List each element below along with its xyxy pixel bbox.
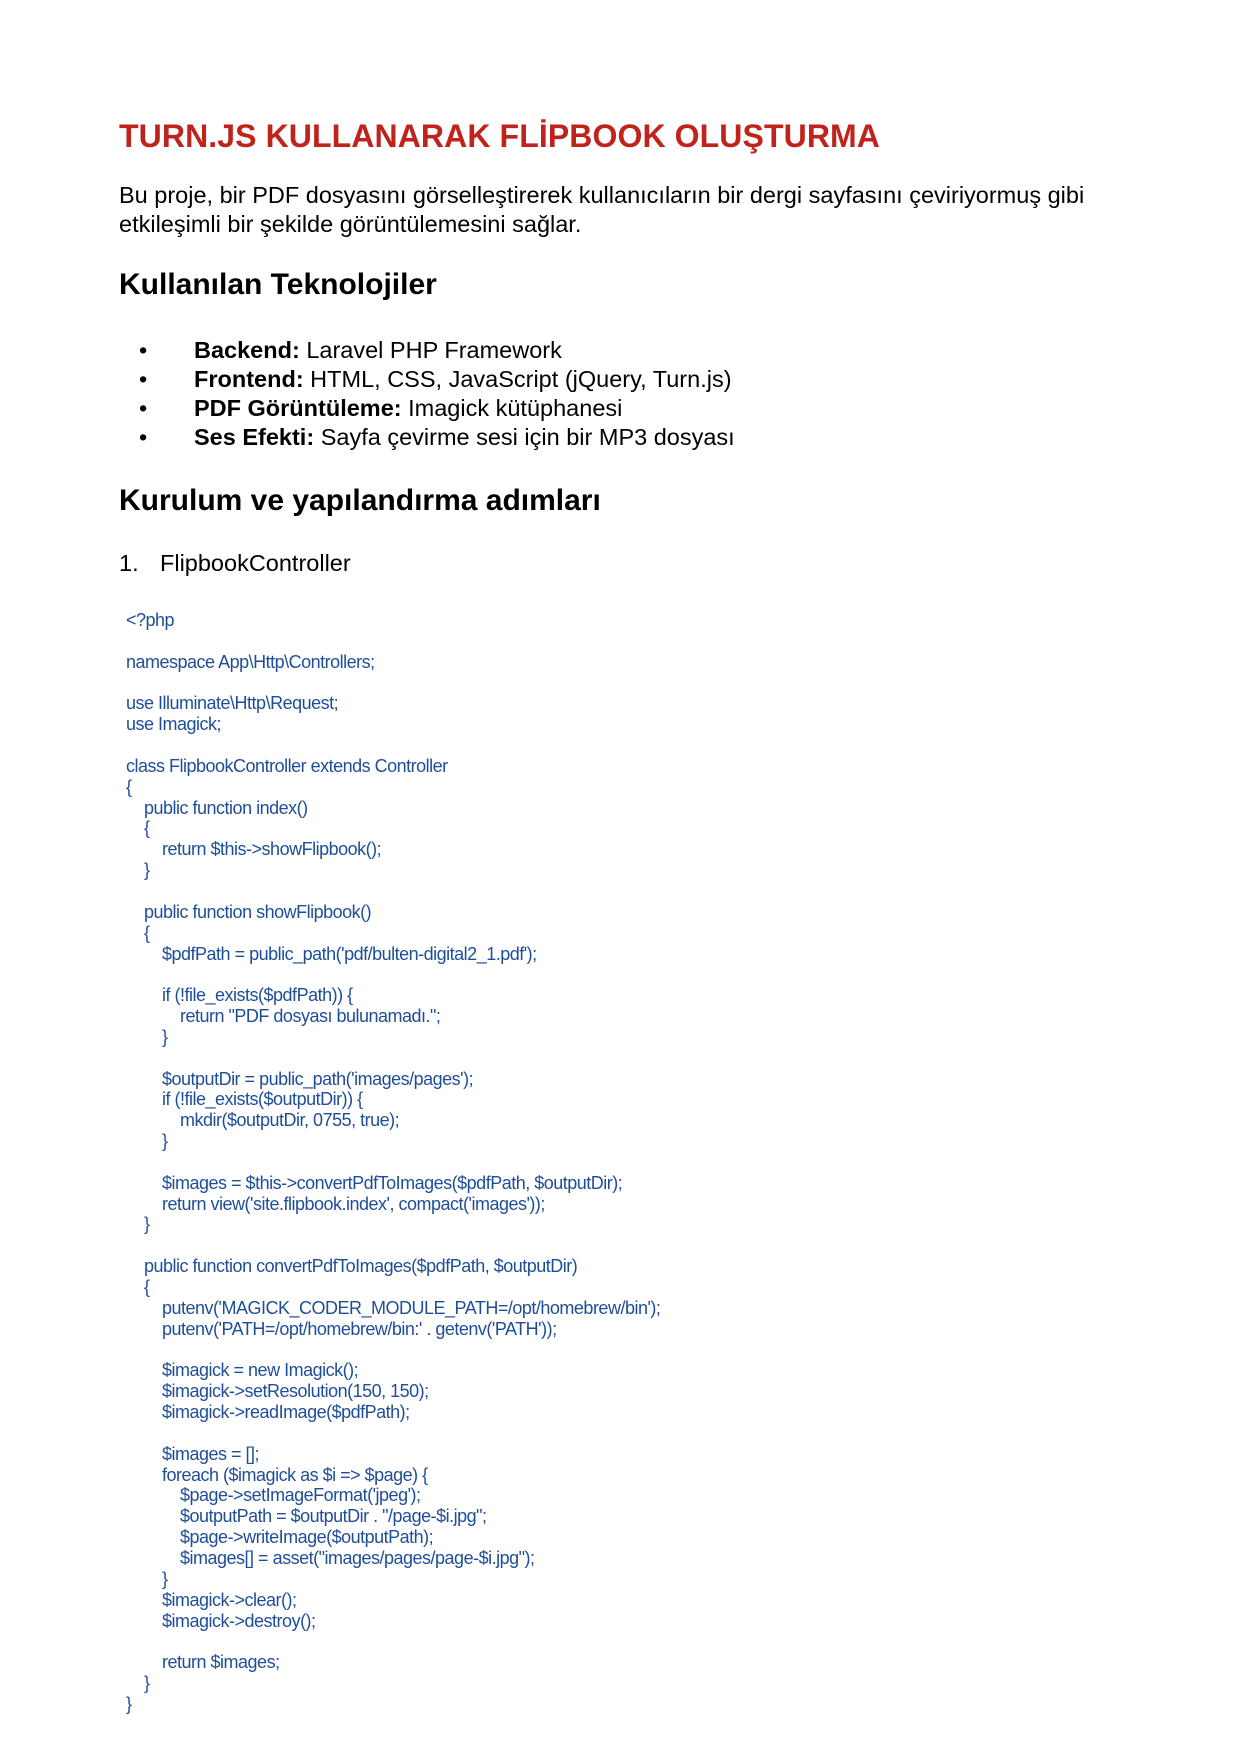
tech-item-key: PDF Görüntüleme:	[194, 395, 402, 421]
document-title: TURN.JS KULLANARAK FLİPBOOK OLUŞTURMA	[119, 118, 880, 154]
tech-item-text	[194, 336, 562, 365]
tech-item-key: Backend:	[194, 337, 300, 363]
bullet-icon: •	[139, 395, 148, 421]
tech-item-text	[194, 365, 732, 394]
bullet-icon: •	[139, 366, 148, 392]
tech-item-value: Laravel PHP Framework	[299, 337, 562, 363]
tech-item-value: Sayfa çevirme sesi için bir MP3 dosyası	[314, 424, 735, 450]
setup-heading: Kurulum ve yapılandırma adımları	[119, 484, 601, 517]
tech-heading: Kullanılan Teknolojiler	[119, 268, 437, 301]
tech-item-key: Ses Efekti:	[194, 424, 315, 450]
intro-paragraph: Bu proje, bir PDF dosyasını görselleştirerek kullanıcıların bir dergi sayfasını çeviriyormuş gibi etkileşimli bir şekilde görüntülemesini sağlar.	[119, 182, 1085, 237]
tech-item-text	[194, 394, 622, 423]
tech-item-text	[194, 423, 735, 452]
tech-item-value: Imagick kütüphanesi	[401, 395, 623, 421]
tech-item-value: HTML, CSS, JavaScript (jQuery, Turn.js)	[303, 366, 732, 392]
step-label: FlipbookController	[160, 550, 351, 576]
bullet-icon: •	[139, 424, 148, 450]
bullet-icon: •	[139, 337, 148, 363]
step-number: 1.	[119, 550, 139, 576]
code-block: <?php namespace App\Http\Controllers; use Illuminate\Http\Request; use Imagick; class FlipbookController extends Controller { public function index() { return $this->showFlipbook(); } public function showFlipbook() { $pdfPath = public_path('pdf/bulten-digital2_1.pdf'); if (!file_exists($pdfPath)) { return "PDF dosyası bulunamadı."; } $outputDir = public_path('images/pages'); if (!file_exists($outputDir)) { mkdir($outputDir, 0755, true); } $images = $this->convertPdfToImages($pdfPath, $outputDir); return view('site.flipbook.index', compact('images')); } public function convertPdfToImages($pdfPath, $outputDir) { putenv('MAGICK_CODER_MODULE_PATH=/opt/homebrew/bin'); putenv('PATH=/opt/homebrew/bin:' . getenv('PATH')); $imagick = new Imagick(); $imagick->setResolution(150, 150); $imagick->readImage($pdfPath); $images = []; foreach ($imagick as $i => $page) { $page->setImageFormat('jpeg'); $outputPath = $outputDir . "/page-$i.jpg"; $page->writeImage($outputPath); $images[] = asset("images/pages/page-$i.jpg"); } $imagick->clear(); $imagick->destroy(); return $images; } }	[126, 610, 661, 1714]
tech-item-key: Frontend:	[194, 366, 304, 392]
